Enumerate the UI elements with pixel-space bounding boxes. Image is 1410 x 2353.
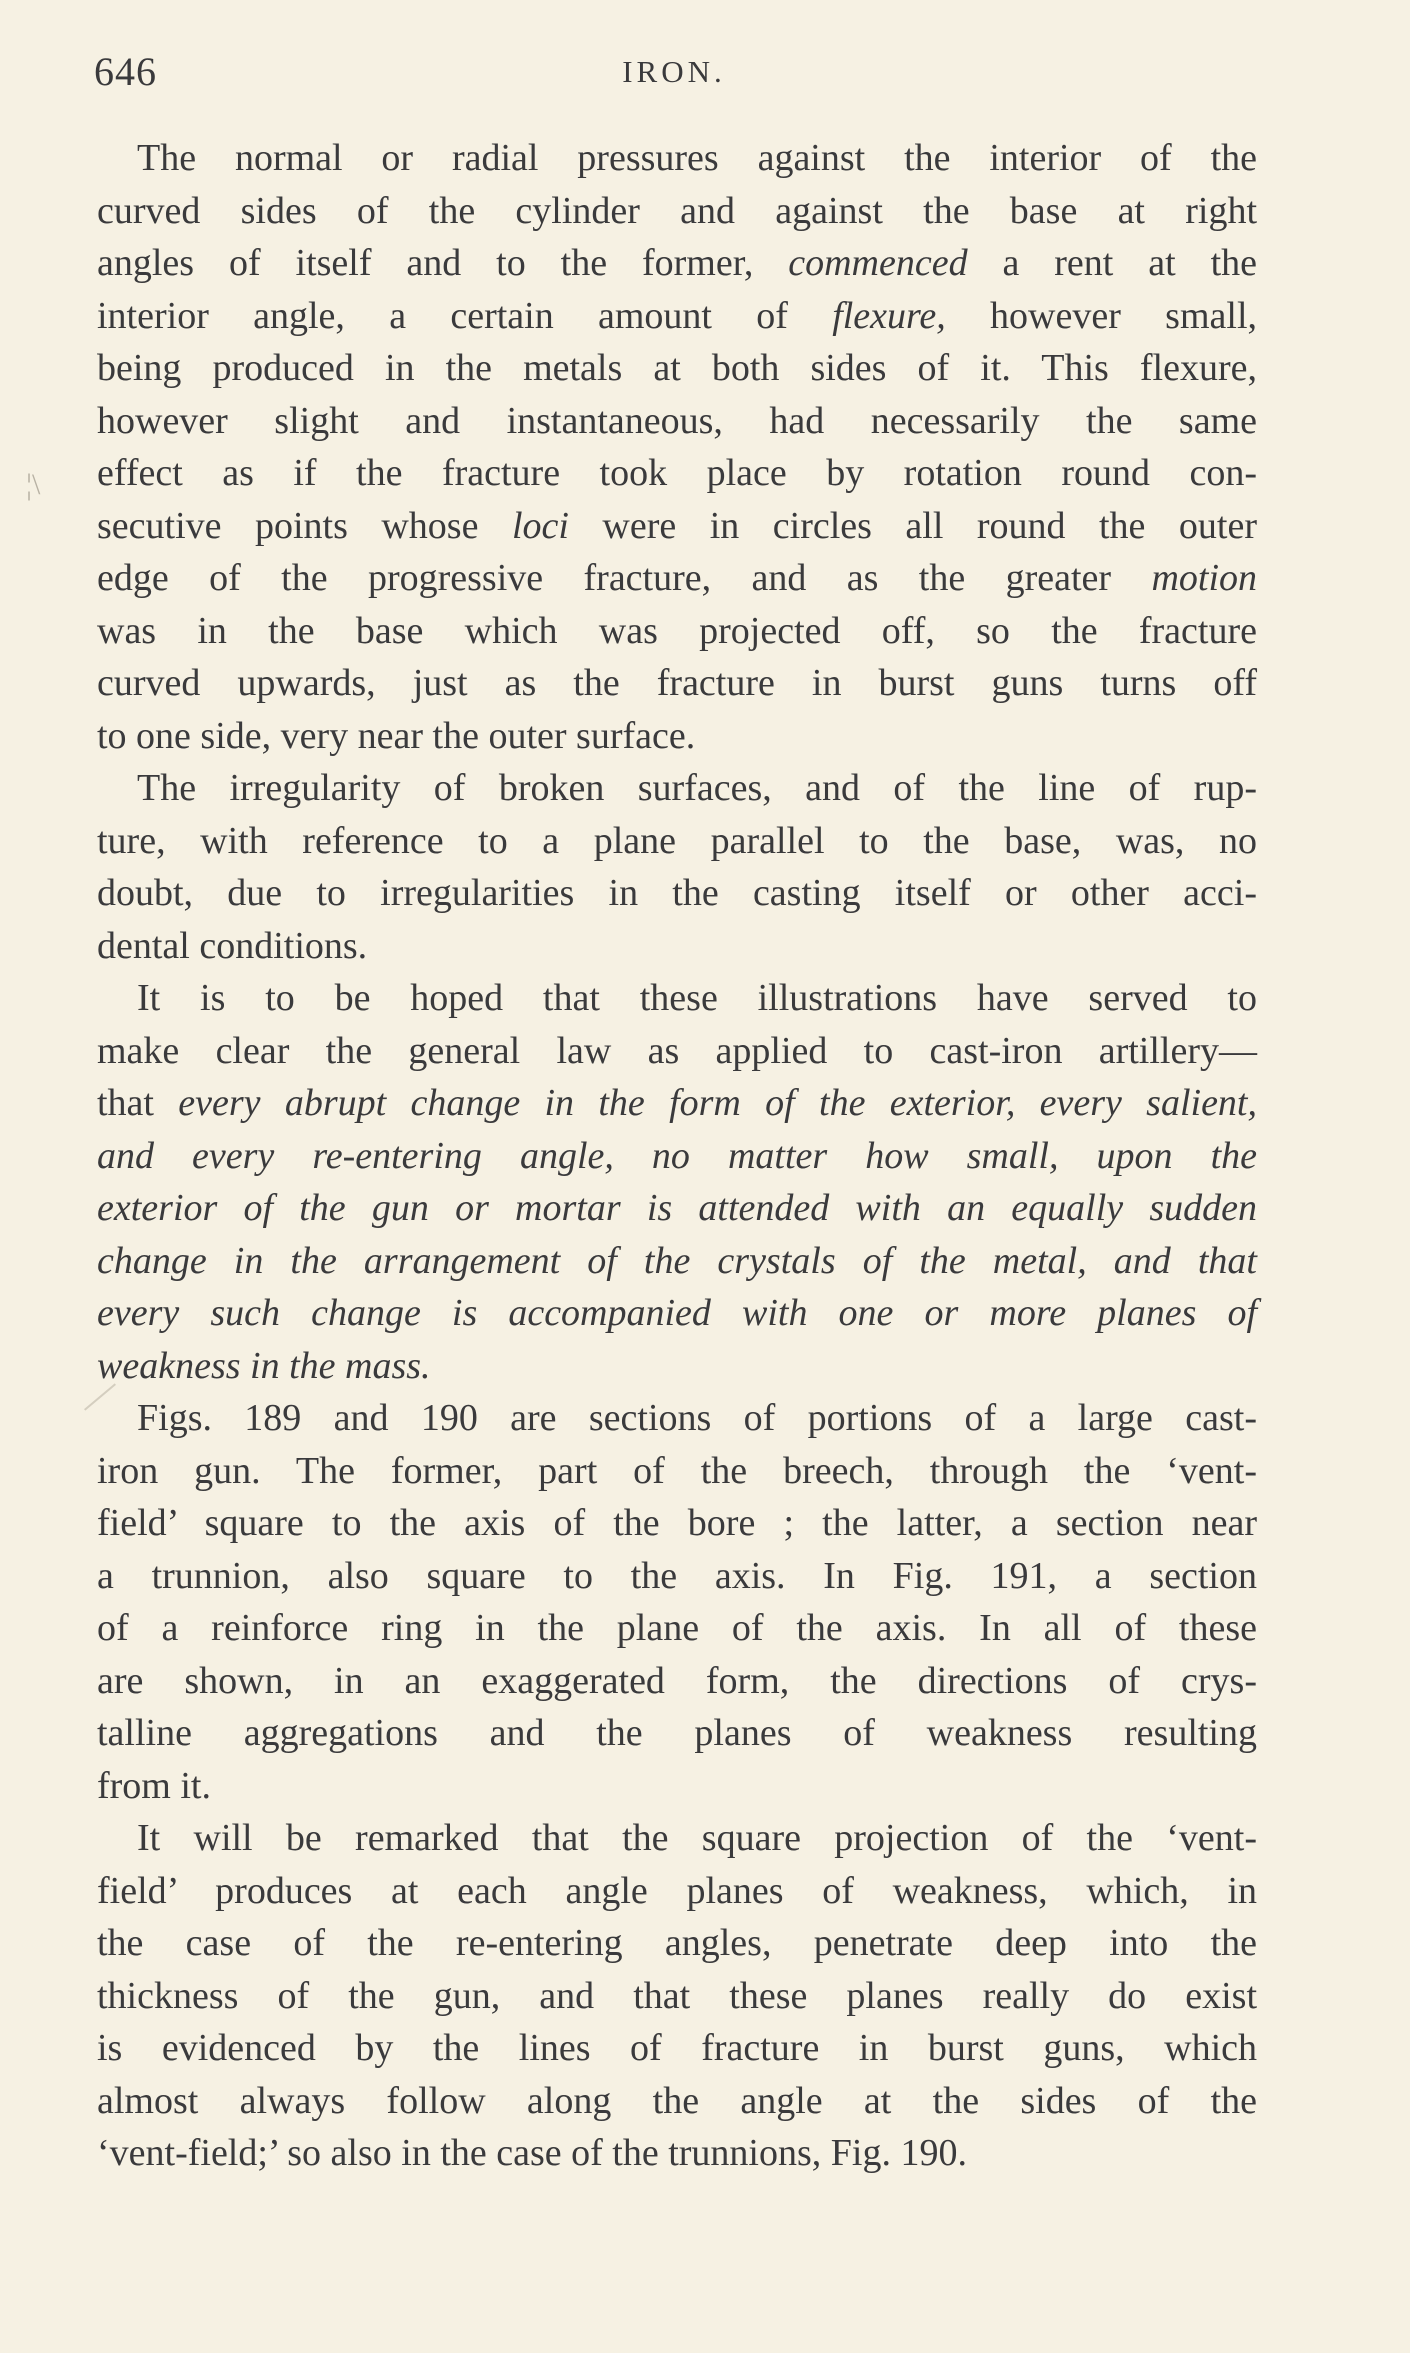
text-run: angles of itself and to the former,: [97, 242, 789, 284]
paragraph: [97, 762, 1257, 972]
text-line: [97, 552, 1257, 605]
text-run: effect as if the fracture took place by rotation round con-: [97, 452, 1257, 494]
italic-text: exterior of the gun or mortar is attended with an equally sudden: [97, 1187, 1257, 1229]
text-line: [97, 1392, 1257, 1445]
text-run: interior angle, a certain amount of: [97, 294, 833, 337]
text-line: [97, 972, 1257, 1025]
text-run: talline aggregations and the planes of weakness resulting: [97, 1712, 1257, 1754]
text-line: [97, 1707, 1257, 1760]
text-line: [97, 867, 1257, 920]
text-line: [97, 1182, 1257, 1235]
text-line: [97, 1550, 1257, 1603]
running-title: IRON.: [622, 54, 726, 89]
text-run: It will be remarked that the square projection of the ‘vent-: [137, 1817, 1257, 1859]
text-run: iron gun. The former, part of the breech, through the ‘vent-: [97, 1449, 1257, 1492]
italic-text: flexure,: [832, 294, 946, 337]
text-run: however small,: [945, 294, 1257, 337]
text-line: [97, 815, 1257, 868]
text-run: were in circles all round the outer: [568, 504, 1257, 547]
text-run: the case of the re-entering angles, penetrate deep into the: [97, 1922, 1257, 1964]
italic-text: change in the arrangement of the crystals of the metal, and that: [97, 1239, 1257, 1282]
text-run: of a reinforce ring in the plane of the axis. In all of these: [97, 1607, 1257, 1649]
text-run: being produced in the metals at both sides of it. This flexure,: [97, 347, 1257, 389]
text-line: [97, 185, 1257, 238]
paragraph: [97, 1812, 1257, 2180]
paragraph: [97, 132, 1257, 762]
text-run: edge of the progressive fracture, and as the greater: [97, 557, 1152, 599]
text-run: are shown, in an exaggerated form, the directions of crys-: [97, 1659, 1257, 1702]
text-line: [97, 290, 1257, 343]
text-line: [97, 710, 1257, 763]
italic-text: and every re-entering angle, no matter how small, upon the: [97, 1134, 1257, 1177]
text-line: [97, 605, 1257, 658]
running-head: [94, 48, 1254, 98]
text-run: curved sides of the cylinder and against the base at right: [97, 189, 1257, 232]
text-line: [97, 132, 1257, 185]
text-line: [97, 1602, 1257, 1655]
text-line: [97, 1445, 1257, 1498]
text-line: [97, 657, 1257, 710]
italic-text: loci: [511, 504, 569, 547]
text-line: [97, 1970, 1257, 2023]
text-line: [97, 1287, 1257, 1340]
text-run: thickness of the gun, and that these planes really do exist: [97, 1974, 1257, 2017]
text-run: that: [97, 1082, 179, 1124]
text-run: doubt, due to irregularities in the casting itself or other acci-: [97, 872, 1257, 914]
text-run: make clear the general law as applied to cast-iron artillery—: [97, 1029, 1257, 1072]
text-line: [97, 395, 1257, 448]
text-line: [97, 1812, 1257, 1865]
text-run: Figs. 189 and 190 are sections of portions of a large cast-: [137, 1397, 1257, 1439]
text-line: [97, 2127, 1257, 2180]
text-run: was in the base which was projected off, so the fracture: [97, 609, 1257, 652]
text-run: The normal or radial pressures against the interior of the: [137, 137, 1257, 179]
text-run: to one side, very near the outer surface.: [97, 714, 696, 757]
paragraph: [97, 972, 1257, 1392]
text-run: field’ produces at each angle planes of weakness, which, in: [97, 1869, 1257, 1912]
text-line: [97, 1865, 1257, 1918]
text-run: field’ square to the axis of the bore ; the latter, a section near: [97, 1502, 1257, 1544]
page-number: 646: [94, 49, 157, 94]
paragraph: [97, 1392, 1257, 1812]
text-run: from it.: [97, 1764, 211, 1807]
text-line: [97, 1917, 1257, 1970]
text-line: [97, 342, 1257, 395]
text-run: The irregularity of broken surfaces, and of the line of rup-: [137, 767, 1257, 809]
text-run: ture, with reference to a plane parallel to the base, was, no: [97, 819, 1257, 862]
text-line: [97, 447, 1257, 500]
text-run: secutive points whose: [97, 504, 512, 547]
text-run: almost always follow along the angle at the sides of the: [97, 2079, 1257, 2122]
italic-text: every abrupt change in the form of the exterior, every salient,: [178, 1082, 1257, 1124]
text-run: a rent at the: [967, 242, 1257, 284]
text-line: [97, 1497, 1257, 1550]
text-line: [97, 1130, 1257, 1183]
text-line: [97, 237, 1257, 290]
body-text: [97, 132, 1257, 2180]
text-line: [97, 762, 1257, 815]
text-run: ‘vent-field;’ so also in the case of the trunnions, Fig. 190.: [97, 2132, 967, 2174]
text-line: [97, 1655, 1257, 1708]
italic-text: commenced: [788, 242, 968, 284]
italic-text: weakness in the mass.: [97, 1344, 431, 1387]
text-run: It is to be hoped that these illustrations have served to: [137, 977, 1257, 1019]
italic-text: every such change is accompanied with one or more planes of: [97, 1292, 1257, 1334]
text-run: however slight and instantaneous, had necessarily the same: [97, 399, 1257, 442]
italic-text: motion: [1151, 557, 1257, 599]
text-line: [97, 1025, 1257, 1078]
text-run: curved upwards, just as the fracture in burst guns turns off: [97, 662, 1257, 704]
text-run: is evidenced by the lines of fracture in burst guns, which: [97, 2027, 1257, 2069]
text-line: [97, 1760, 1257, 1813]
text-line: [97, 2075, 1257, 2128]
text-line: [97, 920, 1257, 973]
text-run: a trunnion, also square to the axis. In Fig. 191, a section: [97, 1554, 1257, 1597]
text-line: [97, 1340, 1257, 1393]
margin-annotation-mark: ¦\: [26, 468, 41, 501]
text-line: [97, 1235, 1257, 1288]
text-line: [97, 500, 1257, 553]
text-line: [97, 2022, 1257, 2075]
text-run: dental conditions.: [97, 924, 368, 967]
text-line: [97, 1077, 1257, 1130]
